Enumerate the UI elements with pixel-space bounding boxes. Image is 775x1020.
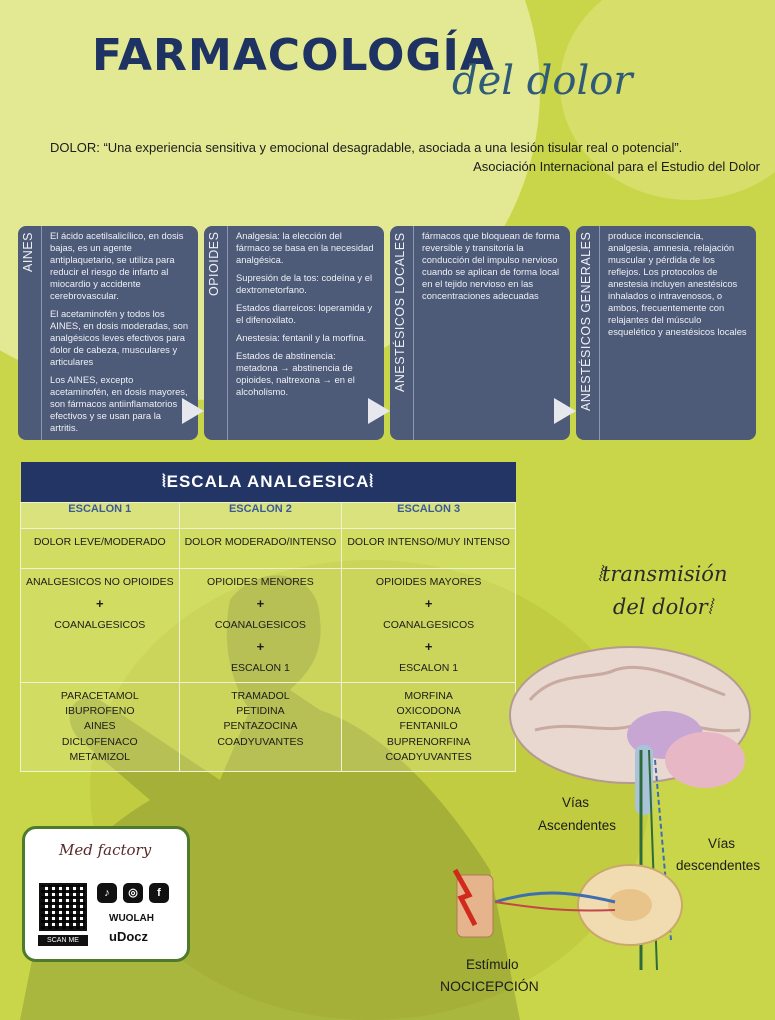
- tiktok-icon[interactable]: ♪: [97, 883, 117, 903]
- card-aines: [18, 226, 198, 440]
- drug-item: FENTANILO: [399, 720, 458, 733]
- drug-item: IBUPROFENO: [65, 705, 135, 718]
- plus-sign: +: [424, 595, 433, 611]
- plus-sign: +: [256, 595, 265, 611]
- card-tab-label: ANESTÉSICOS LOCALES: [393, 232, 407, 392]
- card-tab-label: OPIOIDES: [207, 232, 221, 297]
- label-nocicepcion: NOCICEPCIÓN: [440, 978, 539, 994]
- brand-logo: Med factory: [59, 841, 152, 859]
- drug-item: OXICODONA: [396, 705, 461, 718]
- intensity-cell: DOLOR LEVE/MODERADO: [21, 528, 180, 568]
- definition-source: Asociación Internacional para el Estudio del Dolor: [473, 159, 760, 174]
- skin-stimulus-icon: [455, 870, 493, 937]
- step-header: ESCALON 2: [179, 502, 342, 528]
- step-header: ESCALON 1: [21, 502, 180, 528]
- treatment-cell: [21, 568, 180, 682]
- card-paragraph: Analgesia: la elección del fármaco se basa en la necesidad analgésica.: [236, 230, 374, 266]
- treatment-escalon: ESCALON 1: [399, 661, 459, 674]
- qr-code-icon[interactable]: [39, 883, 87, 931]
- card-opioides: [204, 226, 384, 440]
- card-tab-label: AINES: [21, 232, 35, 273]
- card-paragraph: Supresión de la tos: codeína y el dextrometorfano.: [236, 272, 373, 296]
- drug-item: AINES: [84, 720, 116, 733]
- card-paragraph: fármacos que bloquean de forma reversible y transitoria la conducción del impulso nervioso cuando se aplican de forma local en el tejido nervioso en las concentraciones adecuadas: [422, 230, 560, 302]
- treatment-cell: [179, 568, 342, 682]
- card-anestesicos-locales: [390, 226, 570, 440]
- treatment-main: OPIOIDES MENORES: [207, 575, 314, 588]
- card-paragraph: Los AINES, excepto acetaminofén, en dosis mayores, son fármacos antiinflamatorios efectivos y se usan para la artritis.: [50, 374, 188, 434]
- card-tab-label: ANESTÉSICOS GENERALES: [579, 232, 593, 412]
- treatment-main: ANALGESICOS NO OPIOIDES: [25, 575, 174, 588]
- intensity-cell: DOLOR MODERADO/INTENSO: [179, 528, 342, 568]
- arrow-right-icon: [368, 398, 390, 424]
- label-estimulo: Estímulo: [466, 957, 519, 972]
- card-paragraph: El ácido acetilsalicílico, en dosis bajas, es un agente antiplaquetario, se utiliza para reducir el riesgo de infarto al miocardio y accidente cerebrovascular.: [50, 230, 184, 302]
- card-paragraph: produce inconsciencia, analgesia, amnesia, relajación muscular y pérdida de los reflejos. Los protocolos de anestesia incluyen anestésicos inhalados o intravenosos, o ambos, frecuentemente con relajantes del músculo esquelético y anestésicos locales: [608, 230, 747, 338]
- card-paragraph: Estados diarreicos: loperamida y el difenoxilato.: [236, 302, 373, 326]
- drug-item: COADYUVANTES: [385, 750, 472, 763]
- intensity-cell: DOLOR INTENSO/MUY INTENSO: [342, 528, 516, 568]
- pain-definition: [50, 140, 760, 174]
- transmission-title-line: del dolor⦚: [612, 594, 713, 619]
- page-subtitle: del dolor: [452, 58, 633, 104]
- arrow-right-icon: [182, 398, 204, 424]
- transmission-title-line: ⦚transmisión: [597, 562, 728, 586]
- drug-item: PETIDINA: [236, 705, 285, 718]
- treatment-escalon: ESCALON 1: [230, 661, 290, 674]
- arrow-right-icon: [554, 398, 576, 424]
- drug-item: COADYUVANTES: [217, 735, 304, 748]
- plus-sign: +: [424, 638, 433, 654]
- instagram-icon[interactable]: ◎: [123, 883, 143, 903]
- label-vias-descendentes: descendentes: [676, 858, 761, 873]
- drug-item: PARACETAMOL: [60, 689, 139, 702]
- wuolah-logo: WUOLAH: [109, 913, 154, 924]
- card-paragraph: El acetaminofén y todos los AINES, en dosis moderadas, son analgésicos leves efectivos para dolor de cabeza, musculares y articulares: [50, 308, 189, 368]
- brand-logo-card[interactable]: [22, 826, 190, 962]
- drug-item: BUPRENORFINA: [386, 735, 471, 748]
- plus-sign: +: [95, 595, 104, 611]
- treatment-coanalgesicos: COANALGESICOS: [383, 618, 475, 631]
- treatment-coanalgesicos: COANALGESICOS: [214, 618, 306, 631]
- drug-item: PENTAZOCINA: [223, 720, 298, 733]
- brain-icon: [510, 647, 750, 815]
- definition-text: DOLOR: “Una experiencia sensitiva y emocional desagradable, asociada a una lesión tisular real o potencial”.: [50, 140, 683, 155]
- label-vias-ascendentes: Ascendentes: [538, 818, 617, 833]
- udocz-logo: uDocz: [109, 929, 148, 944]
- card-paragraph: Anestesia: fentanil y la morfina.: [236, 332, 367, 344]
- drug-item: DICLOFENACO: [61, 735, 138, 748]
- treatment-coanalgesicos: COANALGESICOS: [54, 618, 146, 631]
- drug-item: TRAMADOL: [231, 689, 290, 702]
- facebook-icon[interactable]: f: [149, 883, 169, 903]
- drugs-cell: [179, 682, 342, 771]
- table-title: ⦚ESCALA ANALGESICA⦚: [21, 462, 516, 502]
- drug-item: MORFINA: [404, 689, 453, 702]
- drugs-cell: [21, 682, 180, 771]
- card-paragraph: Estados de abstinencia: metadona → abstinencia de opioides, naltrexona → en el alcoholismo.: [236, 350, 355, 398]
- spinal-cord-icon: [578, 865, 682, 945]
- card-anestesicos-generales: [576, 226, 756, 440]
- scan-me-label: SCAN ME: [38, 935, 88, 946]
- drug-item: METAMIZOL: [69, 750, 131, 763]
- plus-sign: +: [256, 638, 265, 654]
- step-header: ESCALON 3: [342, 502, 516, 528]
- transmission-title: [580, 558, 745, 623]
- label-vias-descendentes: Vías: [708, 836, 736, 851]
- treatment-main: OPIOIDES MAYORES: [375, 575, 482, 588]
- page-title: FARMACOLOGÍA: [92, 30, 495, 81]
- label-vias-ascendentes: Vías: [562, 795, 590, 810]
